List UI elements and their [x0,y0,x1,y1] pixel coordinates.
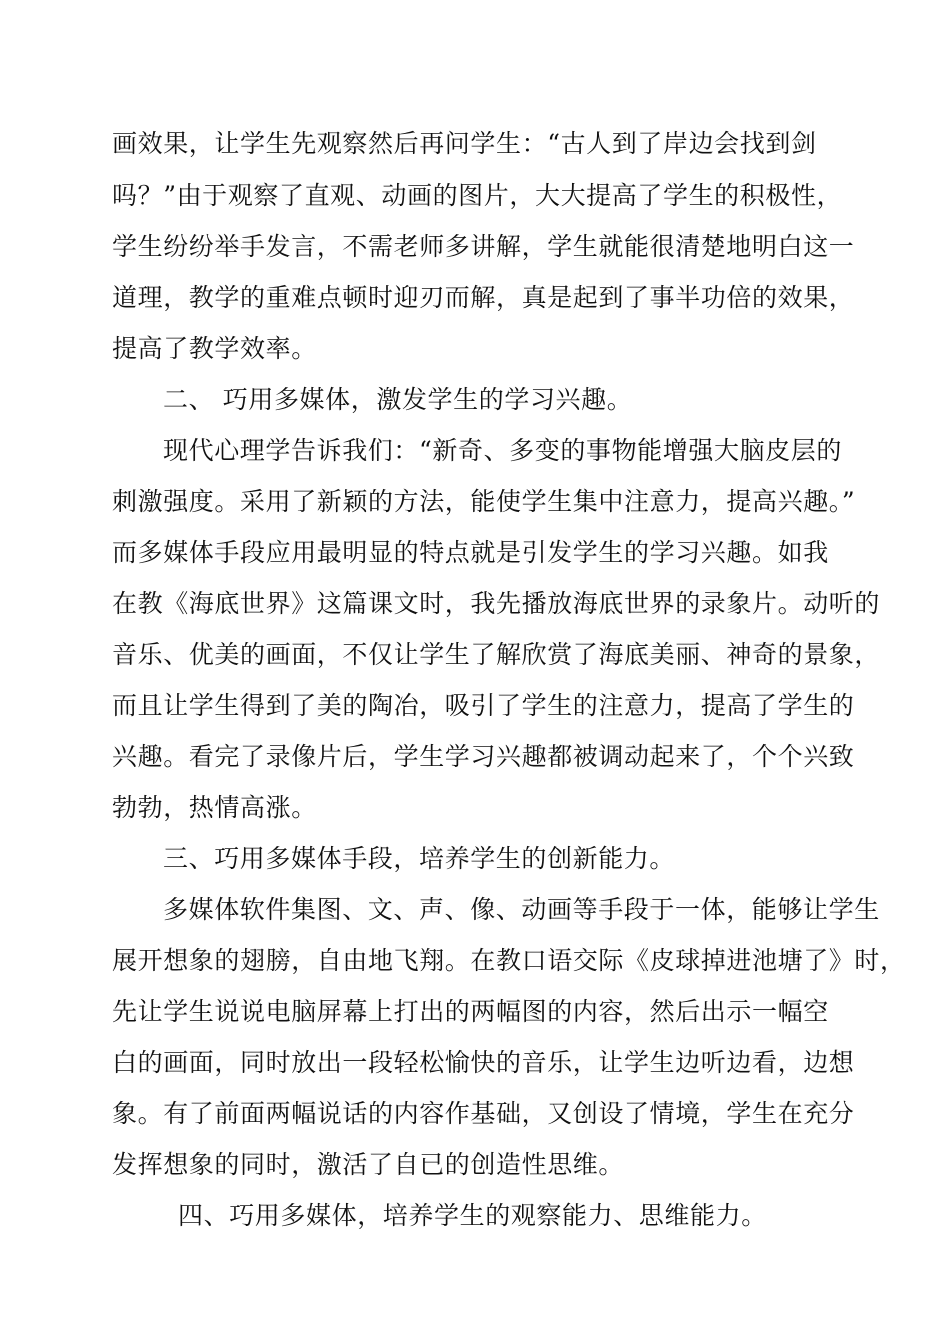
paragraph-line: 学生纷纷举手发言，不需老师多讲解，学生就能很清楚地明白这一 [112,232,855,261]
paragraph-line: 展开想象的翅膀，自由地飞翔。在教口语交际《皮球掉进池塘了》时， [112,946,906,975]
paragraph-line: 勃勃，热情高涨。 [112,793,317,822]
section-heading: 三、巧用多媒体手段，培养学生的创新能力。 [163,844,676,873]
paragraph-line: 多媒体软件集图、文、声、像、动画等手段于一体，能够让学生 [163,895,880,924]
paragraph-line: 兴趣。看完了录像片后，学生学习兴趣都被调动起来了，个个兴致 [112,742,855,771]
paragraph-line: 白的画面，同时放出一段轻松愉快的音乐，让学生边听边看，边想 [112,1048,855,1077]
paragraph-line: 道理，教学的重难点顿时迎刃而解，真是起到了事半功倍的效果， [112,283,855,312]
paragraph-line: 提高了教学效率。 [112,334,317,363]
paragraph-line: 音乐、优美的画面，不仅让学生了解欣赏了海底美丽、神奇的景象， [112,640,881,669]
section-heading: 二、 巧用多媒体，激发学生的学习兴趣。 [163,385,633,414]
paragraph-line: 象。有了前面两幅说话的内容作基础，又创设了情境，学生在充分 [112,1099,855,1128]
section-heading: 四、巧用多媒体，培养学生的观察能力、思维能力。 [178,1201,767,1230]
paragraph-line: 现代心理学告诉我们：“新奇、多变的事物能增强大脑皮层的 [163,436,842,465]
paragraph-line: 先让学生说说电脑屏幕上打出的两幅图的内容，然后出示一幅空 [112,997,829,1026]
paragraph-line: 发挥想象的同时，激活了自已的创造性思维。 [112,1150,625,1179]
paragraph-line: 刺激强度。采用了新颖的方法，能使学生集中注意力，提高兴趣。” [112,487,856,516]
paragraph-line: 画效果，让学生先观察然后再问学生：“古人到了岸边会找到剑 [112,129,817,158]
paragraph-line: 在教《海底世界》这篇课文时，我先播放海底世界的录象片。动听的 [112,589,881,618]
paragraph-line: 而且让学生得到了美的陶冶，吸引了学生的注意力，提高了学生的 [112,691,855,720]
paragraph-line: 吗？”由于观察了直观、动画的图片，大大提高了学生的积极性， [112,181,843,210]
paragraph-line: 而多媒体手段应用最明显的特点就是引发学生的学习兴趣。如我 [112,538,829,567]
